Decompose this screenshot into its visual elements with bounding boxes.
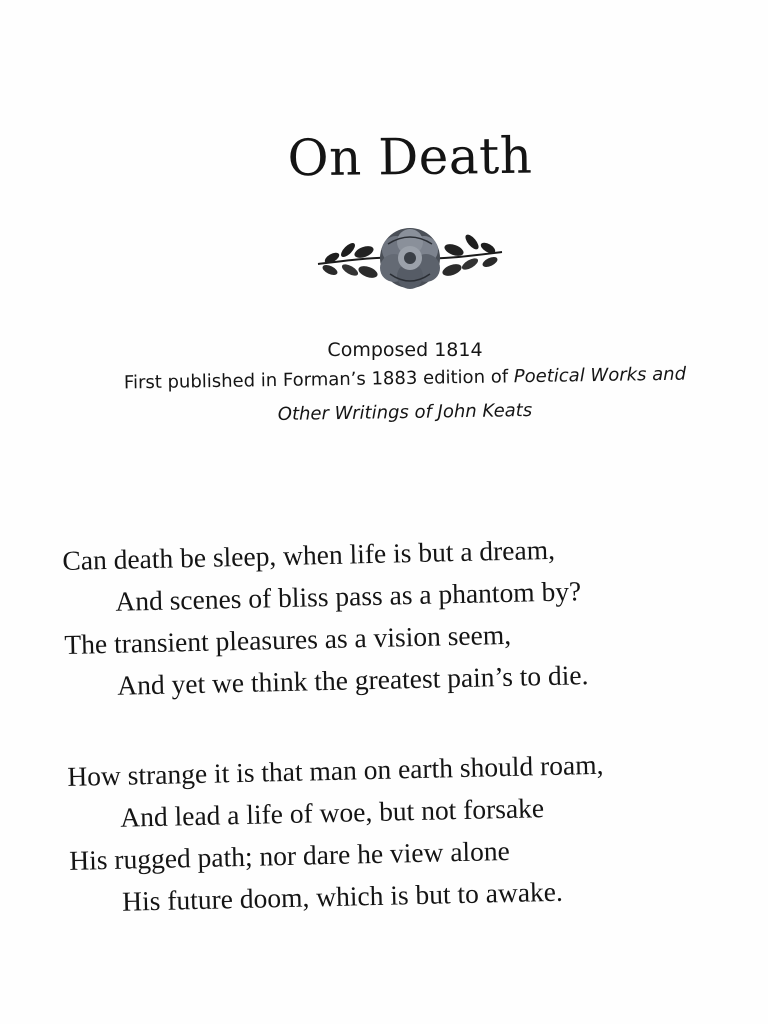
publication-note-prefix: First published in Forman’s 1883 edition of (123, 366, 514, 394)
poem-line: How strange it is that man on earth should roam, (67, 748, 604, 792)
poem-title: On Death (287, 126, 533, 188)
poem-line: And yet we think the greatest pain’s to die. (116, 659, 589, 701)
poem-body (62, 524, 761, 924)
publication-note (40, 362, 768, 394)
stanza-2 (67, 740, 761, 924)
poem-line: His rugged path; nor dare he view alone (68, 834, 511, 876)
stanza-1 (62, 524, 756, 708)
poem-line: His future doom, which is but to awake. (121, 875, 564, 917)
composed-date: Composed 1814 (327, 339, 483, 361)
publication-title-part-2: Other Writings of John Keats (277, 400, 533, 425)
poem-line: Can death be sleep, when life is but a dream, (62, 533, 556, 576)
publication-title-part-1: Poetical Works and (513, 363, 687, 388)
poem-line: The transient pleasures as a vision seem, (64, 618, 512, 660)
publication-note-continued (40, 396, 768, 428)
flower-ornament-icon (310, 220, 510, 302)
poem-line: And scenes of bliss pass as a phantom by? (115, 575, 582, 617)
poem-line: And lead a life of woe, but not forsake (119, 792, 545, 833)
